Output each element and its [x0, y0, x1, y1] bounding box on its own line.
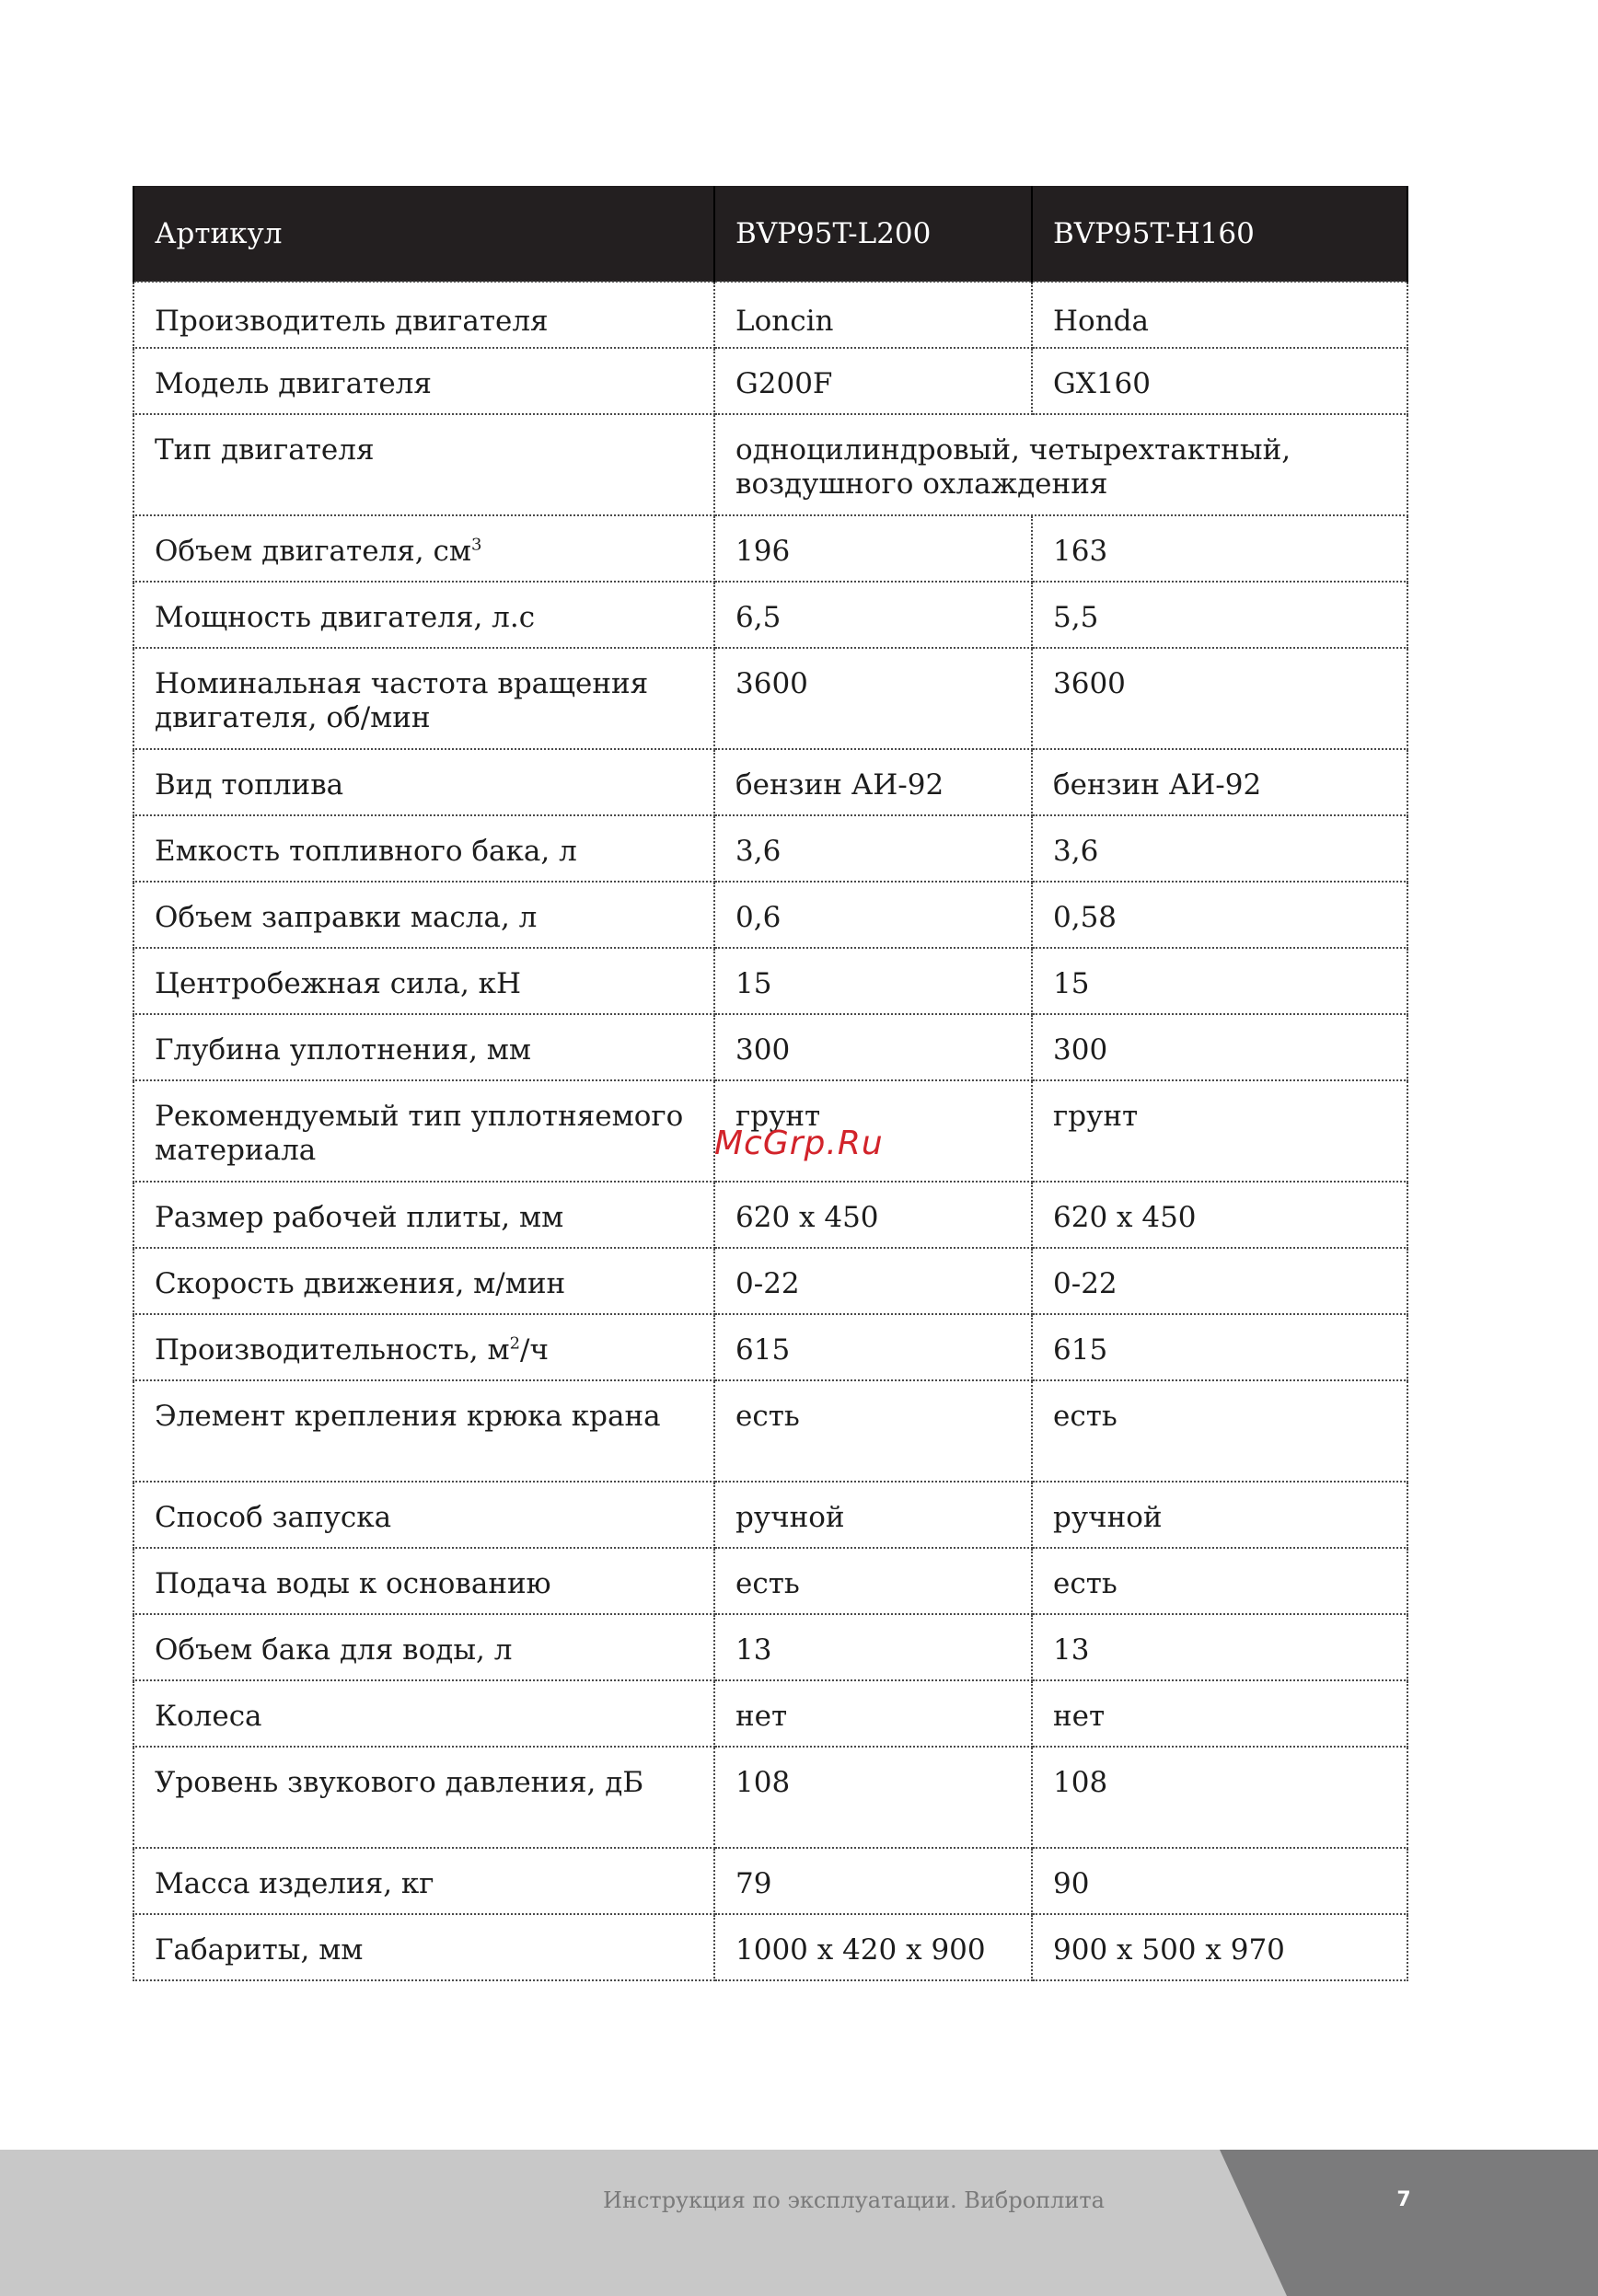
row-value-1: 615	[714, 1314, 1032, 1380]
row-label: Габариты, мм	[133, 1914, 714, 1980]
row-label: Масса изделия, кг	[133, 1848, 714, 1914]
row-value-2: есть	[1032, 1548, 1407, 1614]
table-row	[133, 1747, 1407, 1848]
row-value-1: ручной	[714, 1482, 1032, 1548]
row-value-1: 13	[714, 1614, 1032, 1680]
row-label: Модель двигателя	[133, 348, 714, 414]
row-value-2: 300	[1032, 1014, 1407, 1080]
page-footer	[0, 2150, 1598, 2296]
row-value-1: есть	[714, 1380, 1032, 1482]
table-row	[133, 1680, 1407, 1747]
row-value-1: Loncin	[714, 282, 1032, 348]
row-value-2: бензин АИ-92	[1032, 749, 1407, 815]
table-row	[133, 1614, 1407, 1680]
row-value-1: бензин АИ-92	[714, 749, 1032, 815]
table-row	[133, 1314, 1407, 1380]
row-value-2: 615	[1032, 1314, 1407, 1380]
row-label: Глубина уплотнения, мм	[133, 1014, 714, 1080]
table-row	[133, 1182, 1407, 1248]
row-value-2: Honda	[1032, 282, 1407, 348]
row-value-1: 0,6	[714, 882, 1032, 948]
row-label: Элемент крепления крюка крана	[133, 1380, 714, 1482]
footer-title: Инструкция по эксплуатации. Виброплита	[603, 2187, 1105, 2213]
row-value-2: 3600	[1032, 648, 1407, 749]
row-label: Подача воды к основанию	[133, 1548, 714, 1614]
row-value-2: 0,58	[1032, 882, 1407, 948]
spec-table	[133, 186, 1408, 1981]
row-label: Производительность, $м^2/ч$	[133, 1314, 714, 1380]
table-row	[133, 282, 1407, 348]
table-header-row	[133, 186, 1407, 282]
row-value-1: 79	[714, 1848, 1032, 1914]
row-value-2: 5,5	[1032, 582, 1407, 648]
table-row	[133, 515, 1407, 582]
row-value-1: 3,6	[714, 815, 1032, 882]
row-label: Номинальная частота вращения двигателя, об/мин	[133, 648, 714, 749]
row-value-2: 620 х 450	[1032, 1182, 1407, 1248]
row-value-2: 3,6	[1032, 815, 1407, 882]
table-row	[133, 1482, 1407, 1548]
row-value-1: нет	[714, 1680, 1032, 1747]
row-label: Объем заправки масла, л	[133, 882, 714, 948]
row-value-2: 163	[1032, 515, 1407, 582]
row-value-2: 15	[1032, 948, 1407, 1014]
row-label: Центробежная сила, кН	[133, 948, 714, 1014]
row-label: Уровень звукового давления, дБ	[133, 1747, 714, 1848]
row-value-2: нет	[1032, 1680, 1407, 1747]
row-label: Вид топлива	[133, 749, 714, 815]
table-row	[133, 948, 1407, 1014]
table-row	[133, 582, 1407, 648]
table-row	[133, 1380, 1407, 1482]
row-label: Размер рабочей плиты, мм	[133, 1182, 714, 1248]
table-row	[133, 648, 1407, 749]
table-row	[133, 414, 1407, 515]
row-label: Колеса	[133, 1680, 714, 1747]
row-value-1: 3600	[714, 648, 1032, 749]
row-value-2: 13	[1032, 1614, 1407, 1680]
row-value-1: грунт	[714, 1080, 1032, 1182]
row-value-1: 300	[714, 1014, 1032, 1080]
header-article: Артикул	[133, 186, 714, 282]
row-value-2: есть	[1032, 1380, 1407, 1482]
row-value-2: GX160	[1032, 348, 1407, 414]
row-label: Тип двигателя	[133, 414, 714, 515]
header-model-2: BVP95T-H160	[1032, 186, 1407, 282]
row-label: Рекомендуемый тип уплотняемого материала	[133, 1080, 714, 1182]
table-row	[133, 1548, 1407, 1614]
table-row	[133, 749, 1407, 815]
table-row	[133, 348, 1407, 414]
table-row	[133, 1014, 1407, 1080]
row-label: Способ запуска	[133, 1482, 714, 1548]
row-value-2: грунт	[1032, 1080, 1407, 1182]
row-label: Емкость топливного бака, л	[133, 815, 714, 882]
row-value-1: 15	[714, 948, 1032, 1014]
table-row	[133, 1914, 1407, 1980]
table-row	[133, 815, 1407, 882]
watermark: McGrp.Ru	[714, 1125, 884, 1162]
table-row	[133, 1848, 1407, 1914]
row-label: Объем бака для воды, л	[133, 1614, 714, 1680]
row-value-1: 1000 х 420 х 900	[714, 1914, 1032, 1980]
table-row	[133, 882, 1407, 948]
row-label: Скорость движения, м/мин	[133, 1248, 714, 1314]
row-value-1: G200F	[714, 348, 1032, 414]
row-value-2: 900 х 500 х 970	[1032, 1914, 1407, 1980]
row-value-2: 90	[1032, 1848, 1407, 1914]
page-number: 7	[1396, 2188, 1411, 2211]
header-model-1: BVP95T-L200	[714, 186, 1032, 282]
row-value-2: 108	[1032, 1747, 1407, 1848]
row-value-2: ручной	[1032, 1482, 1407, 1548]
table-row	[133, 1248, 1407, 1314]
row-value-2: 0-22	[1032, 1248, 1407, 1314]
row-value-merged: одноцилиндровый, четырехтактный, воздушного охлаждения	[714, 414, 1407, 515]
row-label: Мощность двигателя, л.с	[133, 582, 714, 648]
row-value-1: 0-22	[714, 1248, 1032, 1314]
row-value-1: 108	[714, 1747, 1032, 1848]
row-label: Объем двигателя, $см^3$	[133, 515, 714, 582]
row-value-1: есть	[714, 1548, 1032, 1614]
row-label: Производитель двигателя	[133, 282, 714, 348]
row-value-1: 6,5	[714, 582, 1032, 648]
row-value-1: 620 х 450	[714, 1182, 1032, 1248]
row-value-1: 196	[714, 515, 1032, 582]
